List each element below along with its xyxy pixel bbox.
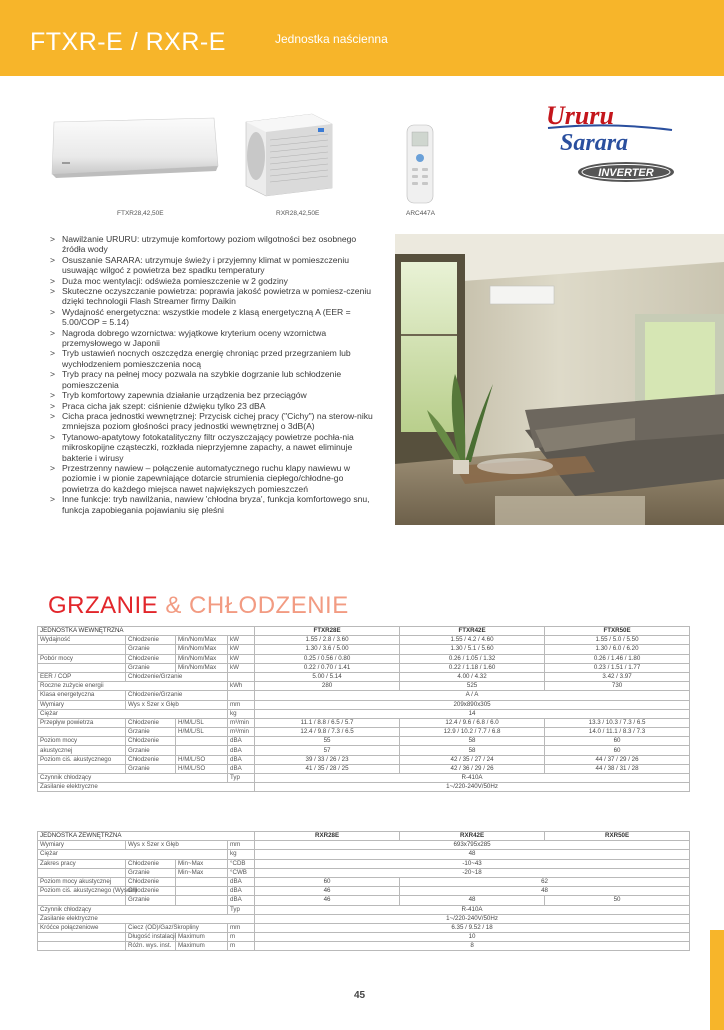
value-cell: 42 / 36 / 29 / 26: [400, 764, 545, 773]
row-sublabel: Długość instalacji: [126, 933, 176, 942]
row-mode: H/M/L/SO: [176, 755, 228, 764]
row-unit: Typ: [228, 774, 255, 783]
row-unit: dBA: [228, 755, 255, 764]
row-label: Roczne zużycie energii: [38, 682, 228, 691]
table-row: [38, 672, 690, 681]
value-cell: 8: [255, 942, 690, 951]
row-mode: [176, 746, 228, 755]
row-label: akustycznej: [38, 746, 126, 755]
table-row: [38, 691, 690, 700]
value-cell: 11.1 / 8.8 / 6.5 / 5.7: [255, 718, 400, 727]
feature-bullet: > Tryb komfortowy zapewnia działanie urządzenia bez przeciągów: [48, 390, 378, 400]
row-label: EER / COP: [38, 672, 126, 681]
value-cell: 0.22 / 1.18 / 1.60: [400, 663, 545, 672]
feature-bullet: > Duża moc wentylacji: odświeża pomieszczenie w 2 godziny: [48, 276, 378, 286]
row-mode: H/M/L/SO: [176, 764, 228, 773]
row-unit: dBA: [228, 764, 255, 773]
value-cell: 12.4 / 9.6 / 6.8 / 6.0: [400, 718, 545, 727]
table-row: [38, 682, 690, 691]
living-room-photo: [395, 234, 724, 525]
value-cell: 14: [255, 709, 690, 718]
inverter-badge: INVERTER: [598, 167, 654, 179]
row-label: [38, 896, 126, 905]
row-unit: dBA: [228, 737, 255, 746]
row-label: [38, 868, 126, 877]
row-unit: kg: [228, 850, 255, 859]
row-mode: Maximum: [176, 933, 228, 942]
row-mode: Min/Nom/Max: [176, 663, 228, 672]
value-cell: 14.0 / 11.1 / 8.3 / 7.3: [545, 728, 690, 737]
indoor-unit-label: FTXR28,42,50E: [117, 210, 164, 217]
table-row: [38, 755, 690, 764]
remote-label: ARC447A: [406, 210, 435, 217]
value-cell: R-410A: [255, 905, 690, 914]
feature-bullet: > Nawilżanie URURU: utrzymuje komfortowy poziom wilgotności bez osobnego źródła wody: [48, 234, 378, 255]
table-row: [38, 896, 690, 905]
value-cell: 46: [255, 896, 400, 905]
row-mode: [176, 896, 228, 905]
row-sublabel: Grzanie: [126, 728, 176, 737]
page-title: FTXR-E / RXR-E: [30, 28, 226, 56]
model-header: FTXR42E: [400, 627, 545, 636]
row-sublabel: Grzanie: [126, 764, 176, 773]
row-unit: dBA: [228, 887, 255, 896]
table-row: [38, 709, 690, 718]
row-sublabel: Chłodzenie: [126, 887, 176, 896]
row-mode: [176, 877, 228, 886]
value-cell: 0.22 / 0.70 / 1.41: [255, 663, 400, 672]
heading-ampersand: &: [158, 592, 190, 619]
row-unit: m³/min: [228, 728, 255, 737]
row-sublabel: Wys x Szer x Głęb: [126, 841, 228, 850]
value-cell: 48: [400, 887, 690, 896]
row-sublabel: Chłodzenie: [126, 654, 176, 663]
row-sublabel: Chłodzenie: [126, 859, 176, 868]
table-row: [38, 654, 690, 663]
row-sublabel: Grzanie: [126, 645, 176, 654]
table-row: [38, 933, 690, 942]
feature-bullet: > Cicha praca jednostki wewnętrznej: Przycisk cichej pracy ("Cichy") na sterow-niku zmniejsza poziom głośności pracy jednostki wewnętrznej o 3dB(A): [48, 411, 378, 432]
value-cell: 6.35 / 9.52 / 18: [255, 923, 690, 932]
model-header: RXR28E: [255, 832, 400, 841]
value-cell: 44 / 37 / 29 / 26: [545, 755, 690, 764]
model-header: RXR50E: [545, 832, 690, 841]
row-label: [38, 645, 126, 654]
row-sublabel: Wys x Szer x Głęb: [126, 700, 228, 709]
value-cell: R-410A: [255, 774, 690, 783]
value-cell: 13.3 / 10.3 / 7.3 / 6.5: [545, 718, 690, 727]
row-unit: kWh: [228, 682, 255, 691]
row-sublabel: Chłodzenie: [126, 718, 176, 727]
model-header: FTXR50E: [545, 627, 690, 636]
row-unit: kW: [228, 645, 255, 654]
value-cell: 39 / 33 / 26 / 23: [255, 755, 400, 764]
side-tab-marker: [710, 930, 724, 1030]
row-label: Króćce połączeniowe: [38, 923, 126, 932]
row-unit: dBA: [228, 877, 255, 886]
table-row: [38, 746, 690, 755]
row-sublabel: Grzanie: [126, 746, 176, 755]
row-label: Wydajność: [38, 636, 126, 645]
page-subtitle: Jednostka naścienna: [275, 32, 388, 46]
model-header: FTXR28E: [255, 627, 400, 636]
feature-bullet: > Tytanowo-apatytowy fotokatalityczny filtr oczyszczający powietrze pochła-nia mikroskopijne cząsteczki, rozkłada nieprzyjemne zapachy, a nawet eliminuje bakterie i wirusy: [48, 432, 378, 463]
table-header-row: [38, 627, 690, 636]
row-unit: [228, 691, 255, 700]
row-sublabel: Chłodzenie/Grzanie: [126, 691, 228, 700]
feature-bullet: > Praca cicha jak szept: ciśnienie dźwięku tylko 23 dBA: [48, 401, 378, 411]
row-label: [38, 942, 126, 951]
value-cell: 209x890x305: [255, 700, 690, 709]
ururu-sarara-logo: [542, 94, 678, 186]
value-cell: 1~/220-240V/50Hz: [255, 914, 690, 923]
value-cell: 46: [255, 887, 400, 896]
section-heading: [48, 592, 349, 620]
row-unit: dBA: [228, 896, 255, 905]
row-unit: °CWB: [228, 868, 255, 877]
table-row: [38, 737, 690, 746]
row-mode: Min/Nom/Max: [176, 654, 228, 663]
row-label: Zasilanie elektryczne: [38, 914, 255, 923]
row-mode: Min/Nom/Max: [176, 645, 228, 654]
row-mode: Min/Nom/Max: [176, 636, 228, 645]
value-cell: 4.00 / 4.32: [400, 672, 545, 681]
value-cell: 48: [255, 850, 690, 859]
outdoor-unit-image: [242, 112, 334, 196]
remote-controller-image: [404, 124, 436, 204]
row-unit: kg: [228, 709, 255, 718]
row-label: [38, 728, 126, 737]
value-cell: 0.23 / 1.51 / 1.77: [545, 663, 690, 672]
row-sublabel: Chłodzenie/Grzanie: [126, 672, 228, 681]
row-unit: m³/min: [228, 718, 255, 727]
heading-heating: GRZANIE: [48, 592, 159, 619]
value-cell: 0.26 / 1.46 / 1.80: [545, 654, 690, 663]
row-label: Zasilanie elektryczne: [38, 783, 255, 792]
row-mode: H/M/L/SL: [176, 728, 228, 737]
row-unit: kW: [228, 663, 255, 672]
table-row: [38, 728, 690, 737]
row-label: Poziom mocy: [38, 737, 126, 746]
row-unit: [228, 672, 255, 681]
value-cell: -20~18: [255, 868, 690, 877]
row-label: Poziom ciś. akustycznego: [38, 755, 126, 764]
row-label: Wymiary: [38, 841, 126, 850]
value-cell: 5.00 / 5.14: [255, 672, 400, 681]
feature-bullet: > Inne funkcje: tryb nawilżania, nawiew 'chłodna bryza', funkcja komfortowego snu, funkcja zapobiegania pojawianiu się pleśni: [48, 494, 378, 515]
feature-bullet: > Przestrzenny nawiew – połączenie automatycznego ruchu klapy nawiewu w poziomie i w pionie zapewniające dotarcie strumienia ciepłego/chłodne-go powietrza do każdego miejsca nawet największych pomieszczeń: [48, 463, 378, 494]
table-header-label: JEDNOSTKA WEWNĘTRZNA: [38, 627, 255, 636]
value-cell: 1.55 / 2.8 / 3.60: [255, 636, 400, 645]
table-row: [38, 645, 690, 654]
feature-bullet: > Tryb ustawień nocnych oszczędza energię chroniąc przed przegrzaniem lub wychłodzeniem pomieszczenia nocą: [48, 348, 378, 369]
outdoor-unit-label: RXR28,42,50E: [276, 210, 320, 217]
row-sublabel: Grzanie: [126, 663, 176, 672]
row-sublabel: Chłodzenie: [126, 636, 176, 645]
value-cell: 57: [255, 746, 400, 755]
value-cell: 0.25 / 0.56 / 0.80: [255, 654, 400, 663]
row-mode: Min~Max: [176, 868, 228, 877]
row-unit: dBA: [228, 746, 255, 755]
table-header-row: [38, 832, 690, 841]
value-cell: 1.30 / 3.6 / 5.00: [255, 645, 400, 654]
row-unit: mm: [228, 841, 255, 850]
value-cell: 55: [255, 737, 400, 746]
table-row: [38, 868, 690, 877]
row-label: Pobór mocy: [38, 654, 126, 663]
row-label: Ciężar: [38, 709, 228, 718]
row-label: Klasa energetyczna: [38, 691, 126, 700]
heading-cooling: CHŁODZENIE: [189, 592, 349, 619]
row-unit: mm: [228, 700, 255, 709]
row-sublabel: Ciecz (OD)/Gaz/Skropliny: [126, 923, 228, 932]
row-sublabel: Różn. wys. inst.: [126, 942, 176, 951]
table-row: [38, 923, 690, 932]
feature-bullet: > Tryb pracy na pełnej mocy pozwala na szybkie dogrzanie lub schłodzenie pomieszczenia: [48, 369, 378, 390]
row-mode: H/M/L/SL: [176, 718, 228, 727]
table-row: [38, 841, 690, 850]
value-cell: 280: [255, 682, 400, 691]
value-cell: 1.30 / 5.1 / 5.60: [400, 645, 545, 654]
row-mode: Maximum: [176, 942, 228, 951]
table-row: [38, 877, 690, 886]
value-cell: 12.9 / 10.2 / 7.7 / 6.8: [400, 728, 545, 737]
value-cell: 41 / 35 / 28 / 25: [255, 764, 400, 773]
row-mode: [176, 737, 228, 746]
value-cell: 0.26 / 1.05 / 1.32: [400, 654, 545, 663]
value-cell: 58: [400, 746, 545, 755]
model-header: RXR42E: [400, 832, 545, 841]
value-cell: 42 / 35 / 27 / 24: [400, 755, 545, 764]
value-cell: 62: [400, 877, 690, 886]
feature-list: [48, 234, 378, 515]
outdoor-unit-spec-table: [37, 831, 690, 951]
row-label: Poziom ciś. akustycznego (Wysoki): [38, 887, 126, 896]
row-label: [38, 764, 126, 773]
value-cell: A / A: [255, 691, 690, 700]
value-cell: -10~43: [255, 859, 690, 868]
indoor-unit-spec-table: [37, 626, 690, 792]
row-sublabel: Chłodzenie: [126, 877, 176, 886]
table-header-label: JEDNOSTKA ZEWNĘTRZNA: [38, 832, 255, 841]
value-cell: 1.30 / 6.0 / 6.20: [545, 645, 690, 654]
row-label: Ciężar: [38, 850, 228, 859]
value-cell: 58: [400, 737, 545, 746]
table-row: [38, 636, 690, 645]
value-cell: 1.55 / 4.2 / 4.60: [400, 636, 545, 645]
page-number: 45: [354, 990, 366, 1001]
row-sublabel: Grzanie: [126, 868, 176, 877]
row-unit: kW: [228, 636, 255, 645]
feature-bullet: > Wydajność energetyczna: wszystkie modele z klasą energetyczną A (EER = 5.00/COP = 5.14): [48, 307, 378, 328]
value-cell: 60: [545, 737, 690, 746]
table-row: [38, 774, 690, 783]
value-cell: 1.55 / 5.0 / 5.50: [545, 636, 690, 645]
value-cell: 1~/220-240V/50Hz: [255, 783, 690, 792]
row-unit: kW: [228, 654, 255, 663]
value-cell: 730: [545, 682, 690, 691]
feature-bullet: > Nagroda dobrego wzornictwa: wyjątkowe kryterium oceny wzornictwa przemysłowego w Japonii: [48, 328, 378, 349]
table-row: [38, 764, 690, 773]
row-label: Czynnik chłodzący: [38, 774, 228, 783]
table-row: [38, 700, 690, 709]
row-unit: Typ: [228, 905, 255, 914]
row-mode: [176, 887, 228, 896]
row-unit: m: [228, 942, 255, 951]
value-cell: 48: [400, 896, 545, 905]
value-cell: 10: [255, 933, 690, 942]
feature-bullet: > Skuteczne oczyszczanie powietrza: poprawia jakość powietrza w pomiesz-czeniu dzięki technologii Flash Streamer firmy Daikin: [48, 286, 378, 307]
table-row: [38, 887, 690, 896]
page-header: [0, 0, 724, 76]
value-cell: 525: [400, 682, 545, 691]
table-row: [38, 663, 690, 672]
row-label: Poziom mocy akustycznej: [38, 877, 126, 886]
row-label: Czynnik chłodzący: [38, 905, 228, 914]
value-cell: 50: [545, 896, 690, 905]
logo-line1: Ururu: [546, 101, 614, 130]
table-row: [38, 783, 690, 792]
table-row: [38, 859, 690, 868]
table-row: [38, 718, 690, 727]
row-unit: m: [228, 933, 255, 942]
row-sublabel: Grzanie: [126, 896, 176, 905]
table-row: [38, 905, 690, 914]
row-sublabel: Chłodzenie: [126, 755, 176, 764]
row-unit: mm: [228, 923, 255, 932]
row-label: Zakres pracy: [38, 859, 126, 868]
row-label: [38, 663, 126, 672]
row-unit: °CDB: [228, 859, 255, 868]
row-sublabel: Chłodzenie: [126, 737, 176, 746]
row-label: Przepływ powietrza: [38, 718, 126, 727]
logo-line2: Sarara: [560, 130, 629, 156]
table-row: [38, 942, 690, 951]
row-label: Wymiary: [38, 700, 126, 709]
table-row: [38, 850, 690, 859]
value-cell: 12.4 / 9.8 / 7.3 / 6.5: [255, 728, 400, 737]
table-row: [38, 914, 690, 923]
value-cell: 60: [255, 877, 400, 886]
row-mode: Min~Max: [176, 859, 228, 868]
value-cell: 693x795x285: [255, 841, 690, 850]
value-cell: 60: [545, 746, 690, 755]
value-cell: 44 / 38 / 31 / 28: [545, 764, 690, 773]
indoor-unit-image: [48, 116, 220, 180]
value-cell: 3.42 / 3.97: [545, 672, 690, 681]
row-label: [38, 933, 126, 942]
feature-bullet: > Osuszanie SARARA: utrzymuje świeży i przyjemny klimat w pomieszczeniu usuwając wilgoć z powietrza bez spadku temperatury: [48, 255, 378, 276]
